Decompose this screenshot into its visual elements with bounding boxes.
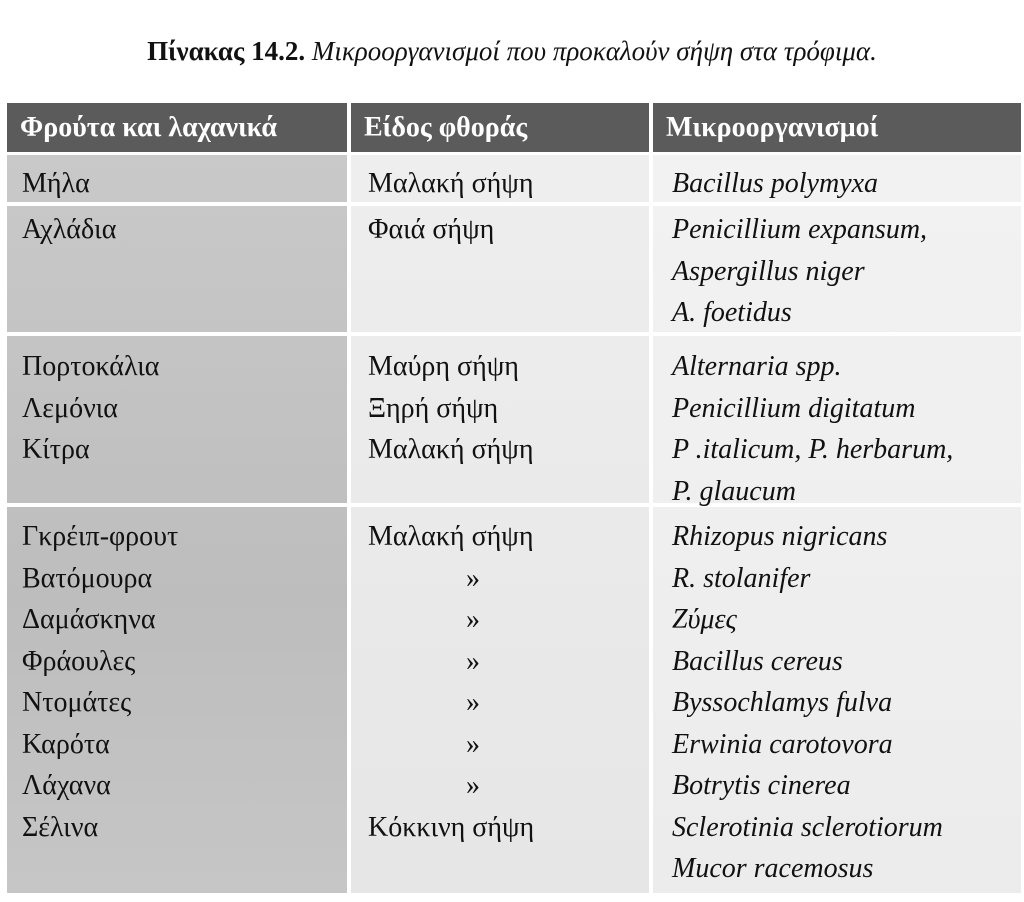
organism-item: Byssochlamys fulva <box>672 687 893 718</box>
produce-cell <box>22 516 178 848</box>
organisms-cell <box>672 163 878 205</box>
ditto-mark: » <box>466 604 480 635</box>
organism-item: P .italicum, P. herbarum, <box>672 434 954 465</box>
organism-item: Aspergillus niger <box>672 255 865 287</box>
organism-item: Botrytis cinerea <box>672 770 851 801</box>
produce-item: Φράουλες <box>22 645 136 677</box>
organism-item: Erwinia carotovora <box>672 728 893 760</box>
spoilage-cell <box>368 209 494 251</box>
organism-item: P. glaucum <box>672 475 796 507</box>
organism-item: Alternaria spp. <box>672 351 842 382</box>
header-produce <box>7 103 347 152</box>
organism-item: Rhizopus nigricans <box>672 521 888 552</box>
produce-item: Βατόμουρα <box>22 562 153 594</box>
spoilage-cell <box>368 346 533 471</box>
produce-item: Σέλινα <box>22 811 99 843</box>
organism-item: Penicillium expansum, <box>672 214 928 245</box>
header-spoilage-type-label: Είδος φθοράς <box>364 112 528 143</box>
ditto-mark: » <box>466 645 480 677</box>
produce-item: Λάχανα <box>22 770 111 801</box>
spoilage-item: Μαλακή σήψη <box>368 434 534 465</box>
produce-item: Πορτοκάλια <box>22 351 160 382</box>
produce-item: Κίτρα <box>22 434 90 465</box>
header-microorganisms-label: Μικροοργανισμοί <box>666 112 879 143</box>
spoilage-cell <box>368 163 533 205</box>
header-produce-label: Φρούτα και λαχανικά <box>20 112 278 143</box>
organism-item: Penicillium digitatum <box>672 392 916 424</box>
organism-item: Sclerotinia sclerotiorum <box>672 811 943 843</box>
organism-item: R. stolanifer <box>672 562 811 594</box>
organism-item: A. foetidus <box>672 297 792 328</box>
spoilage-item: Μαλακή σήψη <box>368 521 534 552</box>
produce-cell <box>22 209 116 251</box>
produce-cell <box>22 163 90 205</box>
spoilage-item: Ξηρή σήψη <box>368 392 499 424</box>
caption-text: Μικροοργανισμοί που προκαλούν σήψη στα τρόφιμα. <box>311 36 877 66</box>
produce-item: Δαμάσκηνα <box>22 604 156 635</box>
produce-item: Καρότα <box>22 728 110 760</box>
spoilage-item: Μαλακή σήψη <box>368 168 534 199</box>
ditto-mark: » <box>466 770 480 801</box>
caption-label: Πίνακας 14.2. <box>147 36 306 66</box>
organisms-cell <box>672 516 943 890</box>
organisms-cell <box>672 209 927 334</box>
produce-item: Γκρέιπ-φρουτ <box>22 521 179 552</box>
produce-item: Αχλάδια <box>22 214 117 245</box>
organisms-cell <box>672 346 953 512</box>
produce-item: Ντομάτες <box>22 687 132 718</box>
organism-item: Mucor racemosus <box>672 853 874 884</box>
ditto-mark: » <box>466 728 480 760</box>
produce-cell <box>22 346 159 471</box>
spoilage-item: Μαύρη σήψη <box>368 351 519 382</box>
spoilage-table <box>7 103 1021 893</box>
ditto-mark: » <box>466 562 480 594</box>
table-caption <box>0 33 1024 69</box>
produce-item: Λεμόνια <box>22 392 118 424</box>
header-spoilage-type <box>351 103 649 152</box>
spoilage-item: Φαιά σήψη <box>368 214 495 245</box>
organism-item: Ζύμες <box>672 604 737 635</box>
organism-item: Bacillus cereus <box>672 645 843 677</box>
spoilage-cell <box>368 516 534 848</box>
organism-item: Bacillus polymyxa <box>672 168 879 199</box>
produce-item: Μήλα <box>22 168 90 199</box>
header-microorganisms <box>653 103 1021 152</box>
ditto-mark: » <box>466 687 480 718</box>
spoilage-item: Κόκκινη σήψη <box>368 811 535 843</box>
